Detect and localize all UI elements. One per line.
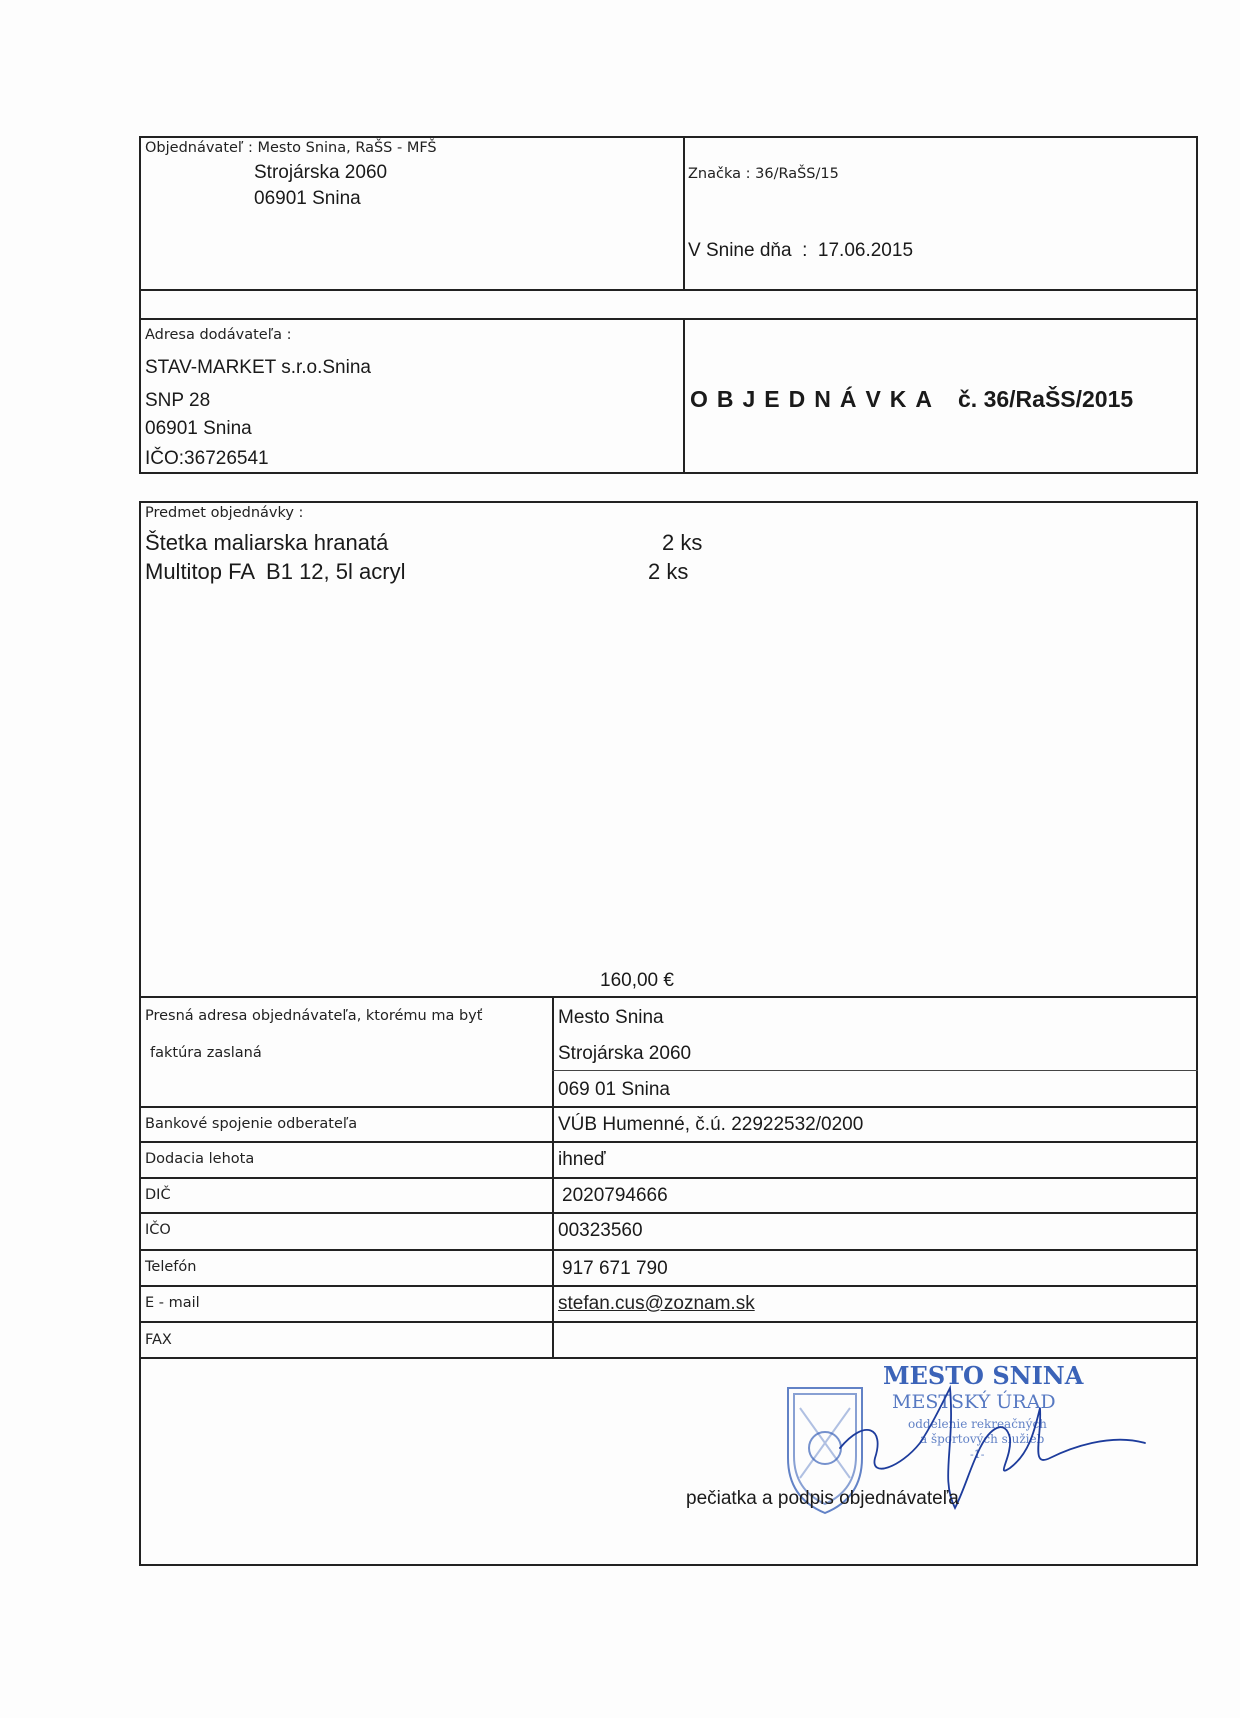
delivery-term-value: ihneď: [558, 1149, 606, 1170]
order-total: 160,00 €: [600, 970, 674, 991]
detail-label: Telefón: [145, 1259, 197, 1275]
orderer-city: 06901 Snina: [254, 188, 361, 209]
invoice-address-line: Mesto Snina: [558, 1007, 664, 1028]
item-qty: 2 ks: [662, 530, 703, 555]
item-name: Štetka maliarska hranatá: [145, 530, 389, 555]
reference-date: V Snine dňa : 17.06.2015: [688, 240, 914, 261]
email-link[interactable]: stefan.cus@zoznam.sk: [558, 1293, 755, 1314]
supplier-street: SNP 28: [145, 390, 211, 411]
supplier-ico: IČO:36726541: [145, 448, 269, 469]
invoice-address-line: Strojárska 2060: [558, 1043, 692, 1064]
invoice-address-label: Presná adresa objednávateľa, ktorému ma byť: [145, 1008, 483, 1024]
supplier-city: 06901 Snina: [145, 418, 252, 439]
bank-account-value: VÚB Humenné, č.ú. 22922532/0200: [558, 1114, 864, 1135]
supplier-name: STAV-MARKET s.r.o.Snina: [145, 357, 371, 378]
detail-label: DIČ: [145, 1187, 171, 1203]
order-title-word: OBJEDNÁVKA: [690, 386, 942, 412]
detail-label: IČO: [145, 1222, 171, 1238]
invoice-address-label: faktúra zaslaná: [150, 1045, 262, 1061]
item-name: Multitop FA B1 12, 5l acryl: [145, 559, 406, 584]
detail-label: Bankové spojenie odberateľa: [145, 1116, 358, 1132]
order-title-number: č. 36/RaŠS/2015: [958, 386, 1134, 412]
reference-znacka: Značka : 36/RaŠS/15: [688, 166, 839, 182]
svg-text:MESTSKÝ ÚRAD: MESTSKÝ ÚRAD: [892, 1391, 1056, 1413]
orderer-label: Objednávateľ : Mesto Snina, RaŠS - MFŠ: [145, 140, 437, 156]
detail-label: FAX: [145, 1332, 172, 1348]
orderer-street: Strojárska 2060: [254, 162, 388, 183]
svg-text:oddelenie rekreačných: oddelenie rekreačných: [908, 1417, 1047, 1431]
svg-text:a športových služieb: a športových služieb: [920, 1432, 1045, 1446]
detail-label: E - mail: [145, 1295, 200, 1311]
dic-value: 2020794666: [562, 1185, 668, 1206]
svg-text:-1-: -1-: [970, 1448, 985, 1461]
detail-label: Dodacia lehota: [145, 1151, 255, 1167]
invoice-address-line: 069 01 Snina: [558, 1079, 670, 1100]
supplier-label: Adresa dodávateľa :: [145, 327, 292, 343]
item-qty: 2 ks: [648, 559, 689, 584]
signature-caption: pečiatka a podpis objednávateľa: [686, 1488, 959, 1509]
subject-label: Predmet objednávky :: [145, 505, 304, 521]
ico-value: 00323560: [558, 1220, 643, 1241]
svg-text:MESTO SNINA: MESTO SNINA: [883, 1361, 1084, 1390]
phone-value: 917 671 790: [562, 1258, 668, 1279]
